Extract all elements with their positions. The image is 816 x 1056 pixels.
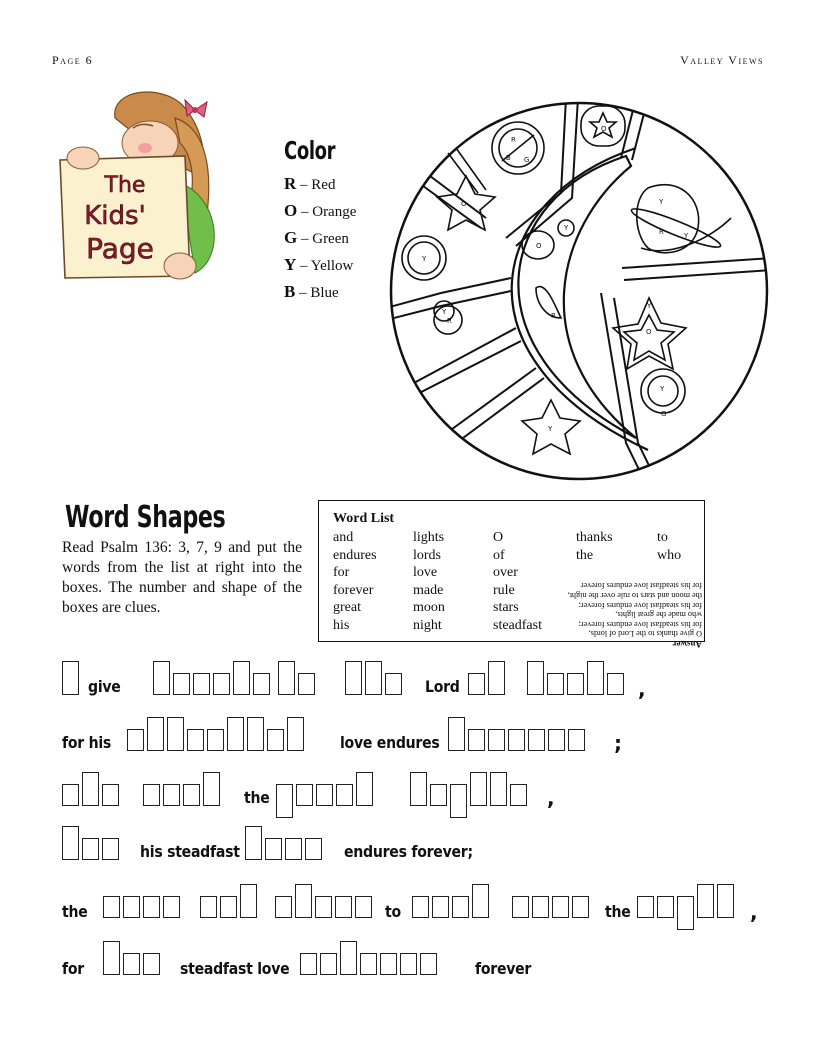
color-key-row: G – Green <box>284 228 349 247</box>
answer-word-boxes <box>245 820 325 860</box>
letter-box[interactable] <box>488 661 505 695</box>
kid-holding-sign-illustration <box>55 88 230 288</box>
letter-box[interactable] <box>187 729 204 751</box>
letter-box[interactable] <box>193 673 210 695</box>
letter-box[interactable] <box>102 838 119 860</box>
svg-text:B: B <box>506 154 511 162</box>
letter-box[interactable] <box>62 784 79 806</box>
letter-box[interactable] <box>62 661 79 695</box>
answer-word-boxes <box>103 878 183 918</box>
letter-box[interactable] <box>548 729 565 751</box>
newsletter-name: Valley Views <box>680 53 764 67</box>
svg-text:G: G <box>661 410 667 418</box>
svg-text:Y: Y <box>548 425 553 433</box>
letter-box[interactable] <box>552 896 569 918</box>
letter-box[interactable] <box>82 838 99 860</box>
letter-box[interactable] <box>385 673 402 695</box>
letter-box[interactable] <box>265 838 282 860</box>
puzzle-word: to <box>385 902 401 921</box>
svg-text:Y: Y <box>647 302 652 310</box>
answer-word-boxes <box>410 766 530 818</box>
word-list-column: thanks the <box>576 530 613 563</box>
answer-word-boxes <box>103 935 163 975</box>
letter-box[interactable] <box>677 896 694 930</box>
word-shapes-title: Word Shapes <box>65 500 226 535</box>
letter-box[interactable] <box>227 717 244 751</box>
svg-text:Y: Y <box>684 232 689 240</box>
answer-word-boxes <box>62 766 122 806</box>
answer-word-boxes <box>275 878 375 918</box>
puzzle-line-2: for his love endures ; <box>60 711 760 771</box>
letter-box[interactable] <box>450 784 467 818</box>
answer-word-boxes <box>448 711 588 751</box>
svg-text:R: R <box>551 312 556 320</box>
letter-box[interactable] <box>298 673 315 695</box>
svg-text:Y: Y <box>442 308 447 316</box>
answer-word-boxes <box>300 935 440 975</box>
letter-box[interactable] <box>355 896 372 918</box>
coloring-circle-artwork <box>386 98 772 484</box>
letter-box[interactable] <box>468 729 485 751</box>
letter-box[interactable] <box>305 838 322 860</box>
letter-box[interactable] <box>512 896 529 918</box>
puzzle-line-4 <box>60 820 760 880</box>
answer-word-boxes <box>62 820 122 860</box>
letter-box[interactable] <box>637 896 654 918</box>
color-key-title: Color <box>284 136 336 165</box>
answer-word-boxes <box>278 655 318 695</box>
letter-box[interactable] <box>508 729 525 751</box>
puzzle-line-5: the to the , <box>60 878 760 938</box>
letter-box[interactable] <box>167 717 184 751</box>
letter-box[interactable] <box>102 784 119 806</box>
letter-box[interactable] <box>315 896 332 918</box>
puzzle-word: endures forever; <box>344 842 473 861</box>
word-list-column: lights lords love made moon night <box>413 530 445 633</box>
answer-word-boxes <box>127 711 307 751</box>
letter-box[interactable] <box>400 953 417 975</box>
letter-box[interactable] <box>587 661 604 695</box>
color-key-row: B – Blue <box>284 282 339 301</box>
letter-box[interactable] <box>300 953 317 975</box>
answer-word-boxes <box>412 878 492 918</box>
letter-box[interactable] <box>123 896 140 918</box>
letter-box[interactable] <box>336 784 353 806</box>
letter-box[interactable] <box>365 661 382 695</box>
puzzle-line-6 <box>60 935 760 995</box>
letter-box[interactable] <box>287 717 304 751</box>
answer-word-boxes <box>527 655 627 695</box>
letter-box[interactable] <box>103 896 120 918</box>
letter-box[interactable] <box>253 673 270 695</box>
svg-text:Y: Y <box>564 224 569 232</box>
letter-box[interactable] <box>276 784 293 818</box>
letter-box[interactable] <box>488 729 505 751</box>
letter-box[interactable] <box>528 729 545 751</box>
answer-word-boxes <box>468 655 508 695</box>
letter-box[interactable] <box>143 896 160 918</box>
svg-text:R: R <box>511 136 516 144</box>
puzzle-word: give <box>88 677 121 696</box>
answer-word-boxes <box>276 766 376 818</box>
letter-box[interactable] <box>320 953 337 975</box>
letter-box[interactable] <box>267 729 284 751</box>
puzzle-line-1: give Lord , <box>60 655 760 715</box>
letter-box[interactable] <box>360 953 377 975</box>
svg-text:O: O <box>646 328 652 336</box>
answer-word-boxes <box>200 878 260 918</box>
letter-box[interactable] <box>547 673 564 695</box>
letter-box[interactable] <box>568 729 585 751</box>
letter-box[interactable] <box>420 953 437 975</box>
puzzle-word: forever <box>475 959 532 978</box>
letter-box[interactable] <box>607 673 624 695</box>
letter-box[interactable] <box>345 661 362 695</box>
letter-box[interactable] <box>432 896 449 918</box>
word-list-box <box>318 500 705 650</box>
svg-text:R: R <box>659 228 664 236</box>
svg-text:O: O <box>461 200 467 208</box>
letter-box[interactable] <box>356 772 373 806</box>
letter-box[interactable] <box>470 772 487 806</box>
letter-box[interactable] <box>245 826 262 860</box>
letter-box[interactable] <box>285 838 302 860</box>
puzzle-word: the <box>244 788 270 807</box>
sign-line-2: Kids' <box>84 201 146 231</box>
letter-box[interactable] <box>123 953 140 975</box>
letter-box[interactable] <box>147 717 164 751</box>
letter-box[interactable] <box>240 884 257 918</box>
puzzle-word: Lord <box>425 677 460 696</box>
letter-box[interactable] <box>412 896 429 918</box>
letter-box[interactable] <box>295 884 312 918</box>
letter-box[interactable] <box>220 896 237 918</box>
answer-word-boxes <box>637 878 737 930</box>
letter-box[interactable] <box>335 896 352 918</box>
letter-box[interactable] <box>448 717 465 751</box>
puzzle-word: for <box>62 959 84 978</box>
puzzle-word: the <box>605 902 631 921</box>
letter-box[interactable] <box>275 896 292 918</box>
letter-box[interactable] <box>567 673 584 695</box>
letter-box[interactable] <box>233 661 250 695</box>
letter-box[interactable] <box>572 896 589 918</box>
letter-box[interactable] <box>527 661 544 695</box>
puzzle-word: steadfast love <box>180 959 290 978</box>
letter-box[interactable] <box>62 826 79 860</box>
svg-text:G: G <box>524 156 530 164</box>
answer-word-boxes <box>345 655 405 695</box>
letter-box[interactable] <box>163 896 180 918</box>
upside-down-answer-key: Answer O give thanks to the Lord of lords, for his steadfast love endures forever; who made the great lights, for his steadfast love endures forever; the moon and stars to rule over the night, for his steadfast love endures forever <box>567 581 702 650</box>
word-list-column: and endures for forever great his <box>333 530 377 633</box>
letter-box[interactable] <box>143 784 160 806</box>
letter-box[interactable] <box>472 884 489 918</box>
letter-box[interactable] <box>203 772 220 806</box>
letter-box[interactable] <box>657 896 674 918</box>
word-list-column: to who <box>657 530 682 563</box>
letter-box[interactable] <box>430 784 447 806</box>
letter-box[interactable] <box>697 884 714 918</box>
answer-word-boxes <box>153 655 273 695</box>
svg-text:R: R <box>447 317 452 325</box>
color-key-row: O – Orange <box>284 201 357 220</box>
word-list-column: O of over rule stars steadfast <box>493 530 542 633</box>
color-key-row: Y – Yellow <box>284 255 354 274</box>
letter-box[interactable] <box>452 896 469 918</box>
color-key-row: R – Red <box>284 174 336 193</box>
svg-text:Y: Y <box>660 385 665 393</box>
letter-box[interactable] <box>717 884 734 918</box>
letter-box[interactable] <box>296 784 313 806</box>
svg-text:O: O <box>536 242 542 250</box>
page-number: Page 6 <box>52 53 94 67</box>
answer-word-boxes <box>62 655 82 695</box>
letter-box[interactable] <box>163 784 180 806</box>
letter-box[interactable] <box>380 953 397 975</box>
puzzle-line-3: the , <box>60 766 760 826</box>
letter-box[interactable] <box>340 941 357 975</box>
letter-box[interactable] <box>207 729 224 751</box>
letter-box[interactable] <box>127 729 144 751</box>
letter-box[interactable] <box>183 784 200 806</box>
puzzle-word: love endures <box>340 733 440 752</box>
letter-box[interactable] <box>82 772 99 806</box>
letter-box[interactable] <box>143 953 160 975</box>
letter-box[interactable] <box>247 717 264 751</box>
letter-box[interactable] <box>278 661 295 695</box>
answer-word-boxes <box>143 766 223 806</box>
letter-box[interactable] <box>153 661 170 695</box>
letter-box[interactable] <box>200 896 217 918</box>
puzzle-word: the <box>62 902 88 921</box>
puzzle-word: for his <box>62 733 112 752</box>
letter-box[interactable] <box>173 673 190 695</box>
sign-line-3: Page <box>86 232 154 265</box>
puzzle-word: his steadfast <box>140 842 240 861</box>
svg-text:O: O <box>601 125 607 133</box>
letter-box[interactable] <box>316 784 333 806</box>
answer-word-boxes <box>512 878 592 918</box>
letter-box[interactable] <box>532 896 549 918</box>
letter-box[interactable] <box>213 673 230 695</box>
word-list-title: Word List <box>333 511 395 526</box>
letter-box[interactable] <box>410 772 427 806</box>
sign-line-1: The <box>104 173 146 198</box>
letter-box[interactable] <box>510 784 527 806</box>
letter-box[interactable] <box>103 941 120 975</box>
letter-box[interactable] <box>468 673 485 695</box>
word-shapes-instructions: Read Psalm 136: 3, 7, 9 and put the words from the list at right into the boxes. The number and shape of the boxes are clues. <box>62 539 302 616</box>
letter-box[interactable] <box>490 772 507 806</box>
svg-text:Y: Y <box>422 255 427 263</box>
svg-text:Y: Y <box>659 198 664 206</box>
